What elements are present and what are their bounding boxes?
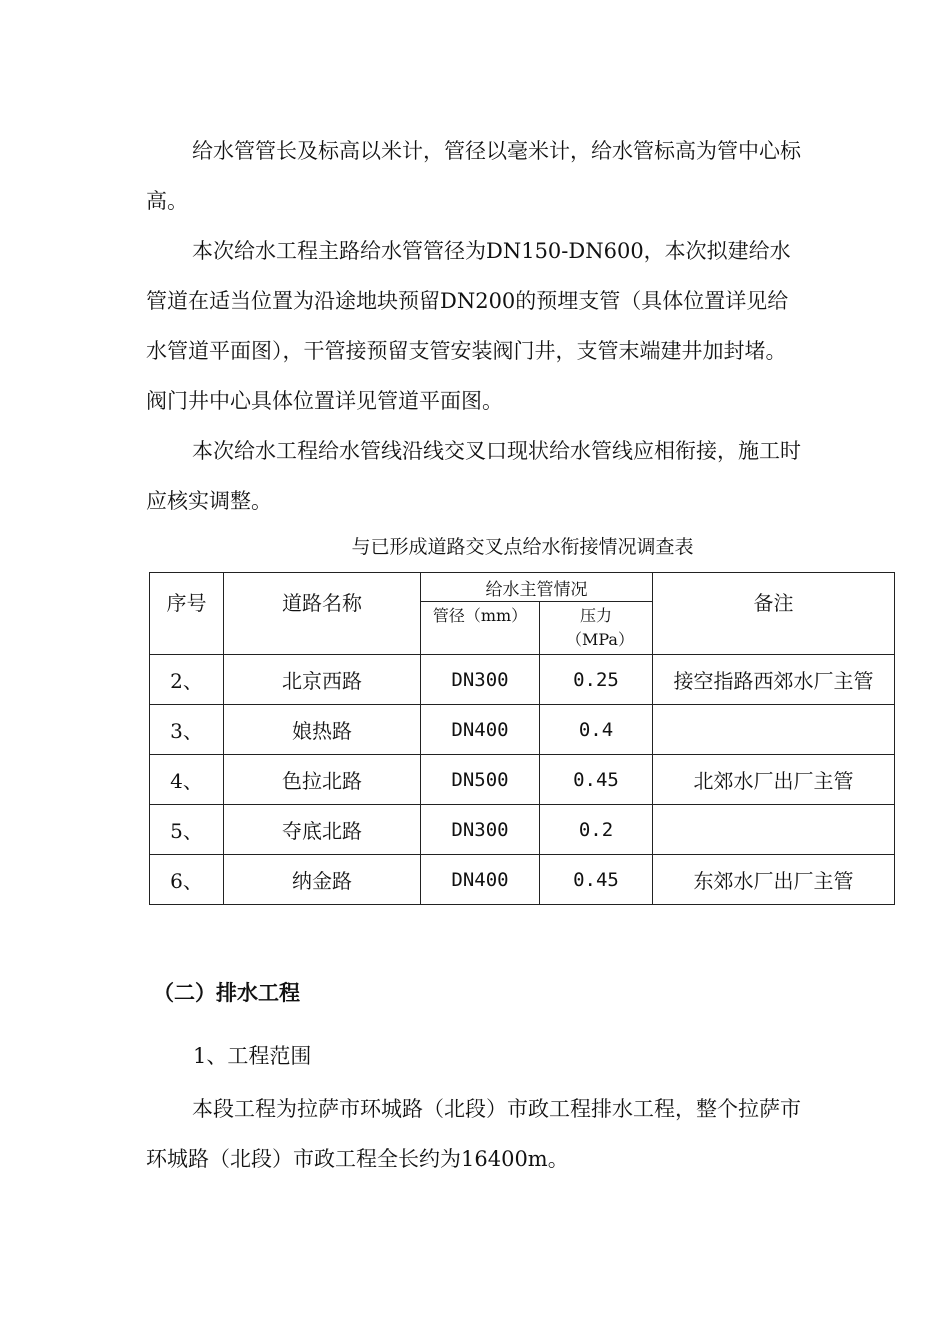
table-row — [150, 855, 895, 905]
cell-seq: 2、 — [150, 655, 224, 705]
table-caption: 与已形成道路交叉点给水衔接情况调查表 — [351, 536, 694, 558]
cell-diameter: DN500 — [421, 755, 540, 805]
header-pressure — [540, 602, 653, 655]
table-row — [150, 755, 895, 805]
cell-diameter: DN300 — [421, 655, 540, 705]
header-seq: 序号 — [150, 573, 224, 655]
cell-road: 色拉北路 — [224, 755, 421, 805]
cell-remark — [653, 805, 895, 855]
cell-road: 纳金路 — [224, 855, 421, 905]
header-diameter: 管径（mm） — [421, 602, 540, 655]
paragraph-intersection-text: 本次给水工程给水管线沿线交叉口现状给水管线应相衔接，施工时应核实调整。 — [146, 439, 801, 513]
cell-road: 娘热路 — [224, 705, 421, 755]
section-title: （二）排水工程 — [153, 981, 300, 1005]
cell-seq: 3、 — [150, 705, 224, 755]
cell-seq: 5、 — [150, 805, 224, 855]
cell-remark: 接空指路西郊水厂主管 — [653, 655, 895, 705]
cell-diameter: DN400 — [421, 705, 540, 755]
paragraph-main-pipe-text: 本次给水工程主路给水管管径为DN150-DN600，本次拟建给水管道在适当位置为沿途地块预留DN200的预埋支管（具体位置详见给水管道平面图），干管接预留支管安装阀门井，支管末端建井加封堵。阀门井中心具体位置详见管道平面图。 — [146, 239, 791, 413]
header-pressure-text: 压力（MPa） — [566, 606, 634, 649]
cell-road: 北京西路 — [224, 655, 421, 705]
cell-pressure: 0.4 — [540, 705, 653, 755]
paragraph-main-pipe — [146, 226, 806, 426]
paragraph-scope-text: 本段工程为拉萨市环城路（北段）市政工程排水工程，整个拉萨市环城路（北段）市政工程全长约为16400m。 — [146, 1097, 801, 1171]
paragraph-scope — [146, 1084, 806, 1184]
cell-pressure: 0.25 — [540, 655, 653, 705]
cell-diameter: DN400 — [421, 855, 540, 905]
header-remark: 备注 — [653, 573, 895, 655]
paragraph-intersection — [146, 426, 806, 526]
paragraph-pipe-units-text: 给水管管长及标高以米计，管径以毫米计，给水管标高为管中心标高。 — [146, 139, 801, 213]
table-row — [150, 805, 895, 855]
header-road: 道路名称 — [224, 573, 421, 655]
cell-remark — [653, 705, 895, 755]
cell-remark: 东郊水厂出厂主管 — [653, 855, 895, 905]
connection-survey-table — [149, 572, 895, 905]
cell-road: 夺底北路 — [224, 805, 421, 855]
cell-diameter: DN300 — [421, 805, 540, 855]
table-row — [150, 705, 895, 755]
cell-seq: 4、 — [150, 755, 224, 805]
cell-remark: 北郊水厂出厂主管 — [653, 755, 895, 805]
cell-pressure: 0.2 — [540, 805, 653, 855]
section-subheading: 1、工程范围 — [193, 1044, 312, 1068]
header-main-pipe: 给水主管情况 — [421, 573, 653, 602]
cell-pressure: 0.45 — [540, 755, 653, 805]
cell-pressure: 0.45 — [540, 855, 653, 905]
table-row — [150, 655, 895, 705]
cell-seq: 6、 — [150, 855, 224, 905]
paragraph-pipe-units — [146, 126, 806, 226]
